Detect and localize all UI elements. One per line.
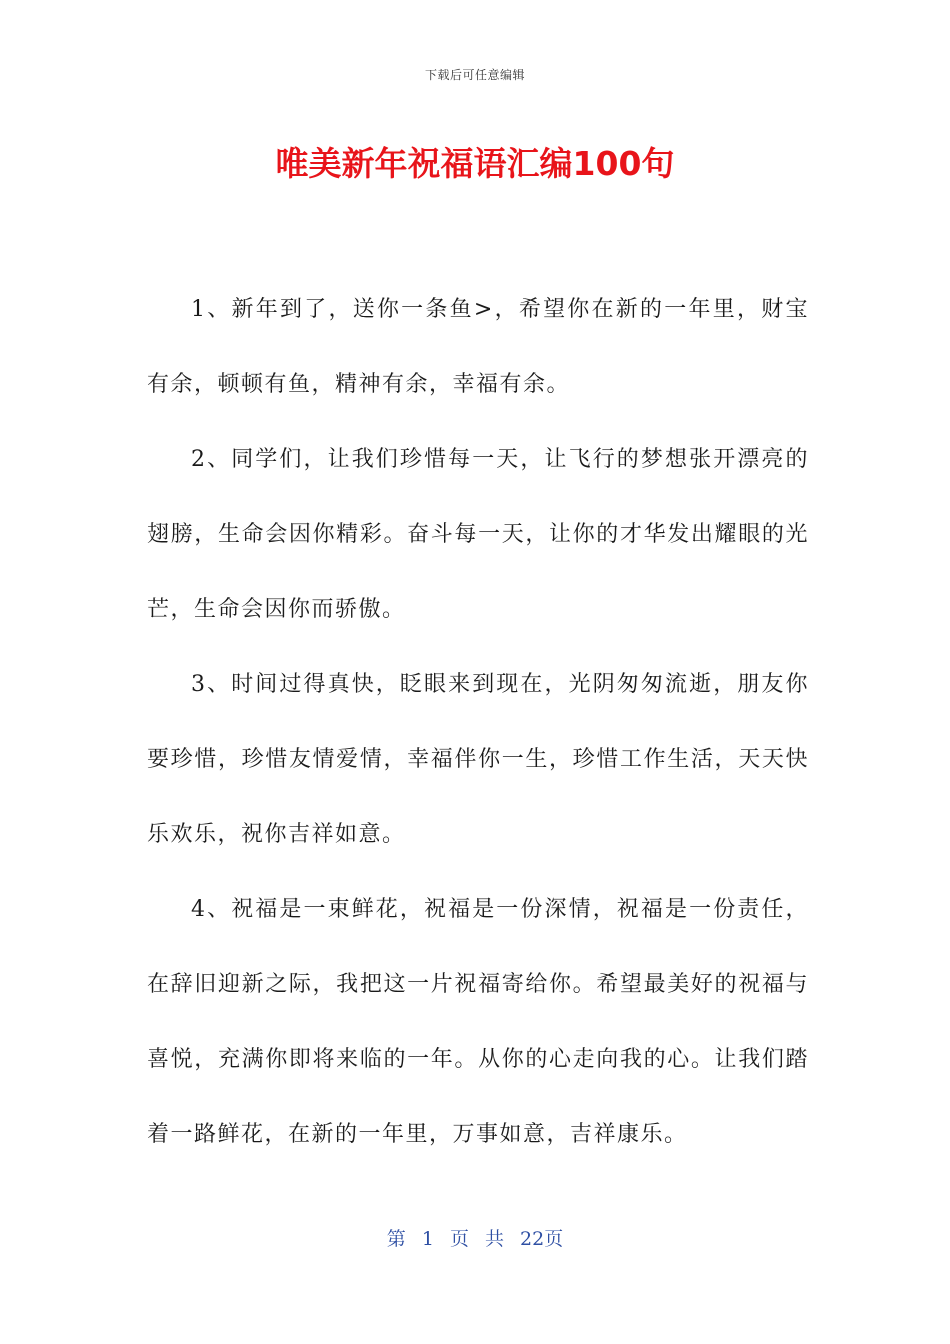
paragraph-1: 1、新年到了，送你一条鱼>，希望你在新的一年里，财宝有余，顿顿有鱼，精神有余，幸福有余。 xyxy=(147,297,809,397)
document-title: 唯美新年祝福语汇编100句 xyxy=(275,144,675,183)
page-number-footer: 第 1 页 共 22页 xyxy=(386,1228,564,1250)
paragraph-4: 4、祝福是一束鲜花，祝福是一份深情，祝福是一份责任，在辞旧迎新之际，我把这一片祝福寄给你。希望最美好的祝福与喜悦，充满你即将来临的一年。从你的心走向我的心。让我们踏着一路鲜花，在新的一年里，万事如意，吉祥康乐。 xyxy=(147,897,809,1147)
document-body xyxy=(147,272,809,1172)
header-note: 下载后可任意编辑 xyxy=(424,68,525,82)
paragraph-3: 3、时间过得真快，眨眼来到现在，光阴匆匆流逝，朋友你要珍惜，珍惜友情爱情，幸福伴你一生，珍惜工作生活，天天快乐欢乐，祝你吉祥如意。 xyxy=(147,672,809,847)
paragraph-2: 2、同学们，让我们珍惜每一天，让飞行的梦想张开漂亮的翅膀，生命会因你精彩。奋斗每一天，让你的才华发出耀眼的光芒，生命会因你而骄傲。 xyxy=(147,447,809,622)
